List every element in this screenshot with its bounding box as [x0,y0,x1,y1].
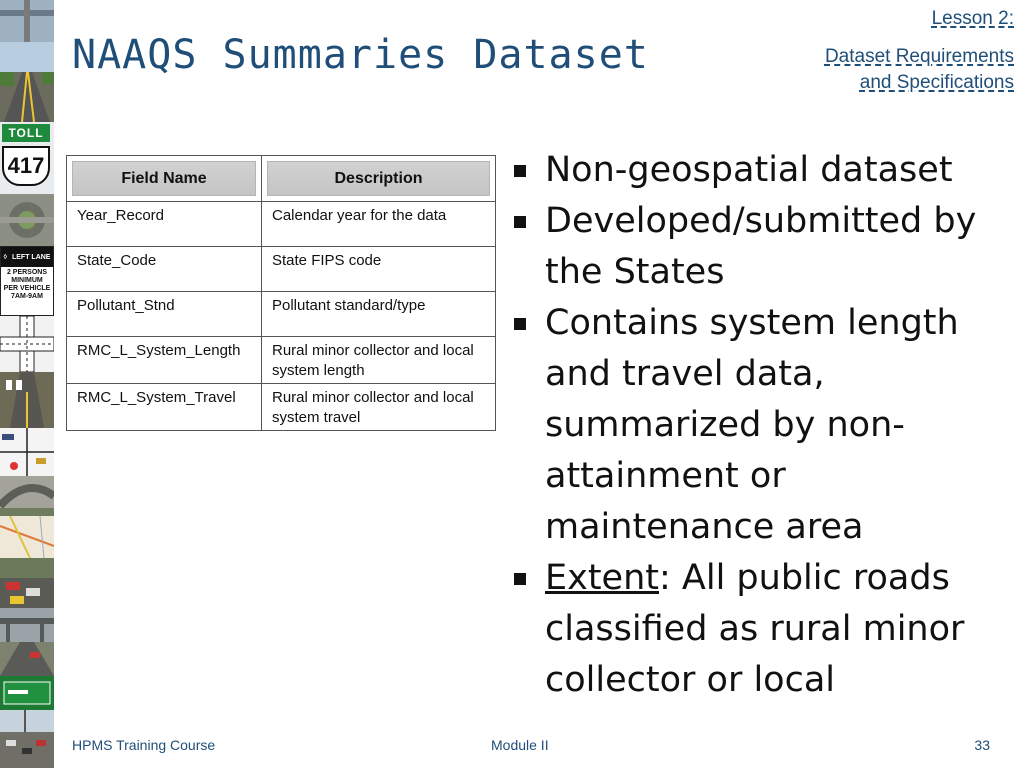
square-bullet-icon [514,165,526,177]
bullet-item [510,298,1010,553]
table-row [67,292,496,337]
hov-lane-sign [0,246,54,317]
lesson-subtitle-line2: and Specifications [859,72,1014,93]
description-cell: Rural minor collector and local system length [262,337,496,384]
description-cell: Pollutant standard/type [262,292,496,337]
bullet-text: Non-geospatial dataset [545,150,953,190]
description-cell: Rural minor collector and local system travel [262,384,496,431]
field-name-cell: RMC_L_System_Length [67,337,262,384]
road-arrows-photo [0,372,54,429]
field-name-cell: RMC_L_System_Travel [67,384,262,431]
lane-sign-line: 2 PERSONS [6,269,48,276]
lane-sign-text [1,267,53,301]
lane-sign-line: 7AM-9AM [11,293,43,300]
highway-sign-photo [0,0,54,43]
highway-traffic-photo [0,710,54,768]
road-lanes-photo [0,42,54,123]
toll-route-sign [0,122,54,195]
page-number: 33 [974,737,990,753]
green-sign-photo [0,676,54,711]
diamond-icon: ◊ [3,253,7,261]
lane-sign-line: MINIMUM [11,277,43,284]
column-header-label: Field Name [72,161,256,196]
field-name-cell: State_Code [67,247,262,292]
lane-sign [0,246,54,316]
lesson-label [825,8,1014,96]
extent-term: Extent [545,558,659,598]
field-name-cell: Pollutant_Stnd [67,292,262,337]
photo-strip [0,0,54,768]
table-header-row [67,156,496,202]
square-bullet-icon [514,216,526,228]
route-shield-icon: 417 [2,146,50,186]
bullet-list [510,145,1010,706]
page-title: NAAQS Summaries Dataset [72,32,649,78]
table-row [67,384,496,431]
lesson-number: Lesson 2: [931,8,1014,29]
bullet-item [510,145,1010,196]
map-thumbnail [0,516,54,559]
square-bullet-icon [514,318,526,330]
description-cell: State FIPS code [262,247,496,292]
field-table [66,155,496,431]
overpass-photo [0,476,54,517]
column-header-label: Description [267,161,490,196]
column-header-description [262,156,496,202]
square-bullet-icon [514,573,526,585]
footer-course: HPMS Training Course [72,737,216,753]
traffic-photo [0,558,54,609]
lane-sign-header-text: LEFT LANE [11,253,51,261]
bullet-text: Developed/submitted by the States [545,201,977,292]
column-header-field-name [67,156,262,202]
lane-sign-header [1,247,53,267]
traffic-signal-diagram [0,428,54,477]
footer-module: Module II [491,737,549,753]
bullet-text: Contains system length and travel data, summarized by non-attainment or maintenance area [545,303,959,547]
lane-sign-line: PER VEHICLE [3,285,51,292]
table-row [67,247,496,292]
bullet-item [510,196,1010,298]
lesson-subtitle-line1: Dataset Requirements [824,46,1014,67]
intersection-diagram [0,316,54,373]
table-row [67,337,496,384]
road-photo [0,642,54,677]
bullet-item-extent [510,553,1010,706]
bridge-photo [0,608,54,643]
toll-label: TOLL [2,124,50,142]
extent-text: : All public roads classified as rural minor collector or local [545,558,965,700]
description-cell: Calendar year for the data [262,202,496,247]
field-name-cell: Year_Record [67,202,262,247]
table-row [67,202,496,247]
roundabout-photo [0,194,54,247]
